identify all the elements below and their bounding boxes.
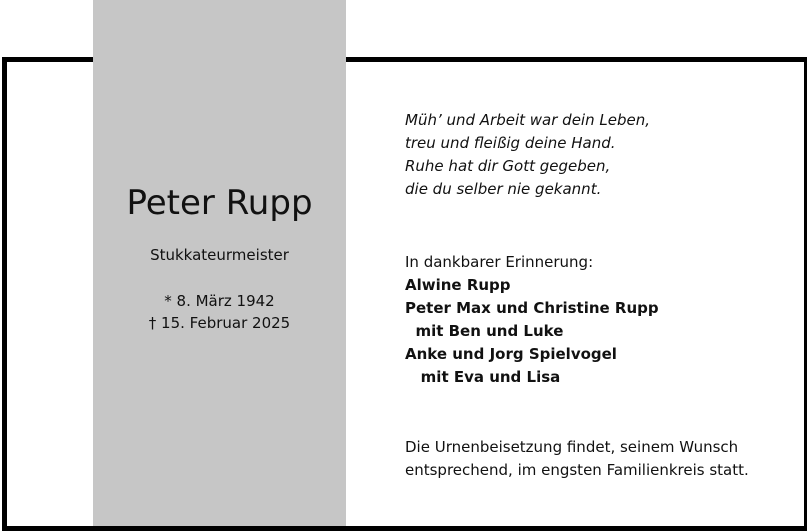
deceased-name: Peter Rupp (126, 183, 313, 223)
mourner-line: mit Eva und Lisa (405, 368, 561, 386)
mourners-section (405, 251, 659, 389)
death-date: † 15. Februar 2025 (148, 314, 291, 332)
notice-line: Die Urnenbeisetzung findet, seinem Wunsch (405, 438, 739, 456)
memorial-poem (405, 109, 650, 201)
mourner-line: mit Ben und Luke (405, 322, 564, 340)
poem-line: Müh’ und Arbeit war dein Leben, (405, 111, 650, 129)
notice-line: entsprechend, im engsten Familienkreis statt. (405, 461, 749, 479)
burial-notice (405, 436, 749, 482)
mourner-line: Alwine Rupp (405, 276, 511, 294)
mourner-line: Peter Max und Christine Rupp (405, 299, 659, 317)
life-dates (93, 290, 346, 334)
poem-line: die du selber nie gekannt. (405, 180, 602, 198)
deceased-profession: Stukkateurmeister (150, 246, 289, 264)
mourner-line: Anke und Jorg Spielvogel (405, 345, 617, 363)
poem-line: Ruhe hat dir Gott gegeben, (405, 157, 611, 175)
poem-line: treu und fleißig deine Hand. (405, 134, 616, 152)
birth-date: * 8. März 1942 (164, 292, 275, 310)
mourners-intro: In dankbarer Erinnerung: (405, 253, 594, 271)
